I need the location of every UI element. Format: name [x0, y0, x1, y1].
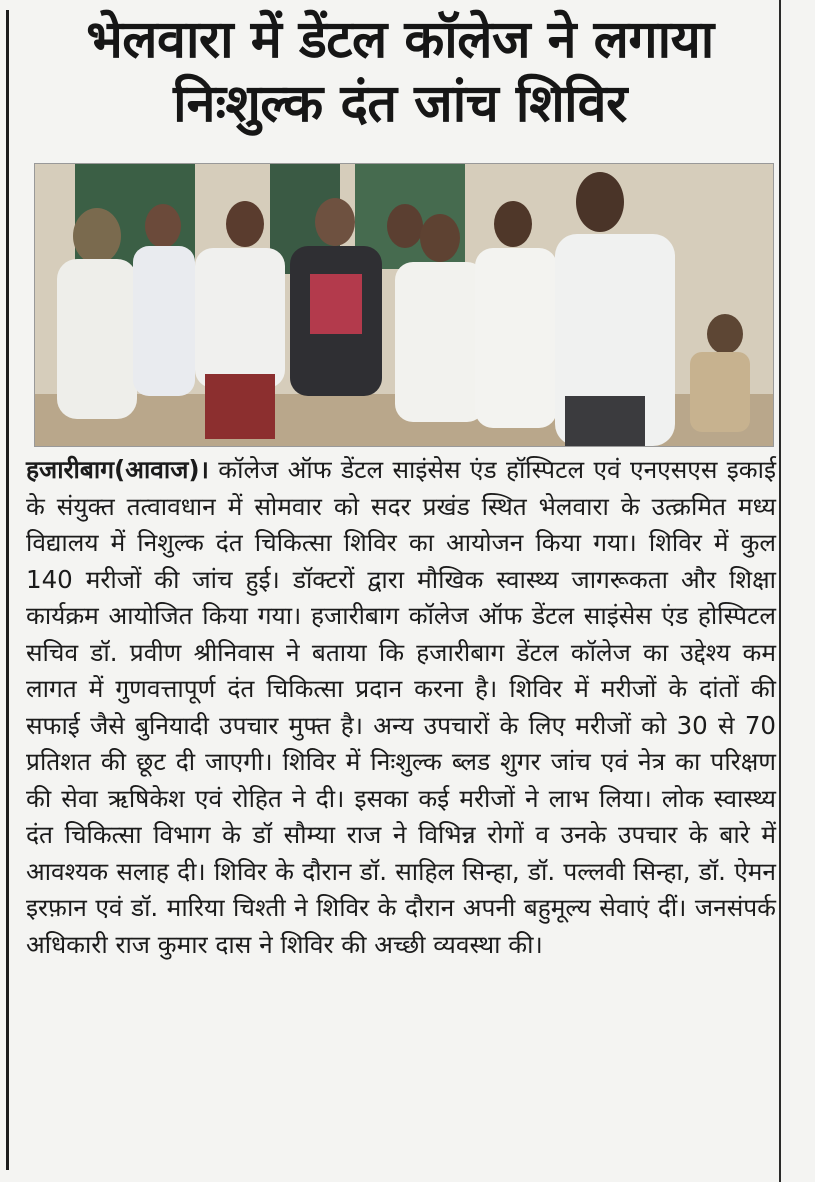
article-body-text: कॉलेज ऑफ डेंटल साइंसेस एंड हॉस्पिटल एवं एनएसएस इकाई के संयुक्त तत्वावधान में सोमवार को सदर प्रखंड स्थित भेलवारा के उत्क्रमित मध्य विद्यालय में निशुल्क दंत चिकित्सा शिविर का आयोजन किया गया। शिविर में कुल 140 मरीजों की जांच हुई। डॉक्टरों द्वारा मौखिक स्वास्थ्य जागरूकता और शिक्षा कार्यक्रम आयोजित किया गया। हजारीबाग कॉलेज ऑफ डेंटल साइंसेस एंड होस्पिटल सचिव डॉ. प्रवीण श्रीनिवास ने बताया कि हजारीबाग डेंटल कॉलेज का उद्देश्य कम लागत में गुणवत्तापूर्ण दंत चिकित्सा प्रदान करना है। शिविर में मरीजों के दांतों की सफाई जैसे बुनियादी उपचार मुफ्त है। अन्य उपचारों के लिए मरीजों को 30 से 70 प्रतिशत की छूट दी जाएगी। शिविर में निःशुल्क ब्लड शुगर जांच एवं नेत्र का परिक्षण की सेवा ऋषिकेश एवं रोहित ने दी। इसका कई मरीजों ने लाभ लिया। लोक स्वास्थ्य दंत चिकित्सा विभाग के डॉ सौम्या राज ने विभिन्न रोगों व उनके उपचार के बारे में आवश्यक सलाह दी। शिविर के दौरान डॉ. साहिल सिन्हा, डॉ. पल्लवी सिन्हा, डॉ. ऐमन इरफ़ान एवं डॉ. मारिया चिश्ती ने शिविर के दौरान अपनी बहुमूल्य सेवाएं दीं। जनसंपर्क अधिकारी राज कुमार दास ने शिविर की अच्छी व्यवस्था की। — [26, 455, 776, 959]
dateline: हजारीबाग(आवाज)। — [26, 455, 209, 484]
group-photo-illustration — [35, 164, 773, 446]
headline — [22, 8, 778, 136]
column-rule-right — [779, 0, 781, 1182]
headline-line-2: निःशुल्क दंत जांच शिविर — [173, 74, 627, 134]
headline-line-1: भेलवारा में डेंटल कॉलेज ने लगाया — [86, 10, 714, 70]
article-body — [26, 452, 776, 963]
group-photo — [34, 163, 774, 447]
column-rule-left — [6, 10, 9, 1170]
